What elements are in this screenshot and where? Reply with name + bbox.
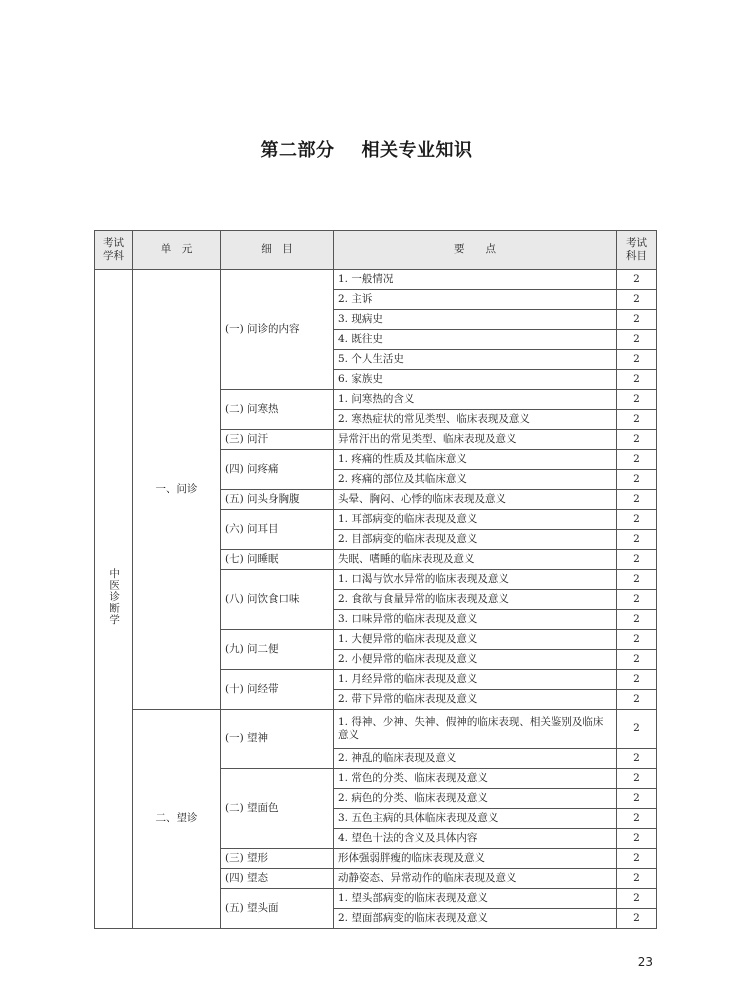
exam-cell: 2 bbox=[617, 270, 657, 290]
point-cell: 1. 口渴与饮水异常的临床表现及意义 bbox=[334, 570, 617, 590]
point-cell: 形体强弱胖瘦的临床表现及意义 bbox=[334, 849, 617, 869]
exam-cell: 2 bbox=[617, 650, 657, 670]
item-cell: (五) 望头面 bbox=[221, 889, 334, 929]
item-cell: (一) 问诊的内容 bbox=[221, 270, 334, 390]
page-number: 23 bbox=[637, 955, 653, 969]
exam-cell: 2 bbox=[617, 869, 657, 889]
unit-cell: 一、问诊 bbox=[133, 270, 221, 710]
point-cell: 1. 大便异常的临床表现及意义 bbox=[334, 630, 617, 650]
point-cell: 1. 得神、少神、失神、假神的临床表现、相关鉴别及临床意义 bbox=[334, 710, 617, 749]
subject-cell bbox=[95, 270, 133, 929]
point-cell: 失眠、嗜睡的临床表现及意义 bbox=[334, 550, 617, 570]
exam-cell: 2 bbox=[617, 829, 657, 849]
point-cell: 3. 口味异常的临床表现及意义 bbox=[334, 610, 617, 630]
exam-cell: 2 bbox=[617, 630, 657, 650]
exam-cell: 2 bbox=[617, 350, 657, 370]
exam-cell: 2 bbox=[617, 410, 657, 430]
item-cell: (四) 问疼痛 bbox=[221, 450, 334, 490]
item-cell: (八) 问饮食口味 bbox=[221, 570, 334, 630]
point-cell: 1. 疼痛的性质及其临床意义 bbox=[334, 450, 617, 470]
table-header-row bbox=[95, 231, 657, 270]
header-unit: 单 元 bbox=[133, 231, 221, 270]
point-cell: 1. 一般情况 bbox=[334, 270, 617, 290]
item-cell: (九) 问二便 bbox=[221, 630, 334, 670]
exam-cell: 2 bbox=[617, 849, 657, 869]
item-cell: (四) 望态 bbox=[221, 869, 334, 889]
point-cell: 动静姿态、异常动作的临床表现及意义 bbox=[334, 869, 617, 889]
exam-cell: 2 bbox=[617, 390, 657, 410]
header-point: 要 点 bbox=[334, 231, 617, 270]
exam-cell: 2 bbox=[617, 530, 657, 550]
table-body bbox=[95, 270, 657, 929]
item-cell: (七) 问睡眠 bbox=[221, 550, 334, 570]
point-cell: 1. 月经异常的临床表现及意义 bbox=[334, 670, 617, 690]
header-subject: 考试学科 bbox=[95, 231, 133, 270]
exam-cell: 2 bbox=[617, 330, 657, 350]
item-cell: (五) 问头身胸腹 bbox=[221, 490, 334, 510]
exam-cell: 2 bbox=[617, 310, 657, 330]
item-cell: (二) 望面色 bbox=[221, 769, 334, 849]
exam-cell: 2 bbox=[617, 889, 657, 909]
exam-cell: 2 bbox=[617, 370, 657, 390]
table-row bbox=[95, 270, 657, 290]
exam-cell: 2 bbox=[617, 690, 657, 710]
exam-cell: 2 bbox=[617, 290, 657, 310]
item-cell: (三) 问汗 bbox=[221, 430, 334, 450]
item-cell: (二) 问寒热 bbox=[221, 390, 334, 430]
point-cell: 2. 病色的分类、临床表现及意义 bbox=[334, 789, 617, 809]
point-cell: 2. 望面部病变的临床表现及意义 bbox=[334, 909, 617, 929]
point-cell: 4. 望色十法的含义及具体内容 bbox=[334, 829, 617, 849]
exam-cell: 2 bbox=[617, 490, 657, 510]
exam-cell: 2 bbox=[617, 909, 657, 929]
header-item: 细 目 bbox=[221, 231, 334, 270]
point-cell: 3. 五色主病的具体临床表现及意义 bbox=[334, 809, 617, 829]
syllabus-table bbox=[94, 230, 657, 929]
table-row bbox=[95, 710, 657, 749]
point-cell: 5. 个人生活史 bbox=[334, 350, 617, 370]
exam-cell: 2 bbox=[617, 710, 657, 749]
point-cell: 2. 食欲与食量异常的临床表现及意义 bbox=[334, 590, 617, 610]
point-cell: 2. 目部病变的临床表现及意义 bbox=[334, 530, 617, 550]
point-cell: 2. 小便异常的临床表现及意义 bbox=[334, 650, 617, 670]
point-cell: 1. 望头部病变的临床表现及意义 bbox=[334, 889, 617, 909]
point-cell: 2. 带下异常的临床表现及意义 bbox=[334, 690, 617, 710]
exam-cell: 2 bbox=[617, 510, 657, 530]
exam-cell: 2 bbox=[617, 610, 657, 630]
item-cell: (十) 问经带 bbox=[221, 670, 334, 710]
point-cell: 1. 常色的分类、临床表现及意义 bbox=[334, 769, 617, 789]
exam-cell: 2 bbox=[617, 769, 657, 789]
exam-cell: 2 bbox=[617, 470, 657, 490]
exam-cell: 2 bbox=[617, 430, 657, 450]
item-cell: (三) 望形 bbox=[221, 849, 334, 869]
point-cell: 2. 疼痛的部位及其临床意义 bbox=[334, 470, 617, 490]
exam-cell: 2 bbox=[617, 749, 657, 769]
exam-cell: 2 bbox=[617, 550, 657, 570]
unit-cell: 二、望诊 bbox=[133, 710, 221, 929]
header-exam: 考试科目 bbox=[617, 231, 657, 270]
point-cell: 2. 寒热症状的常见类型、临床表现及意义 bbox=[334, 410, 617, 430]
point-cell: 异常汗出的常见类型、临床表现及意义 bbox=[334, 430, 617, 450]
exam-cell: 2 bbox=[617, 450, 657, 470]
item-cell: (一) 望神 bbox=[221, 710, 334, 769]
exam-cell: 2 bbox=[617, 809, 657, 829]
point-cell: 头晕、胸闷、心悸的临床表现及意义 bbox=[334, 490, 617, 510]
exam-cell: 2 bbox=[617, 789, 657, 809]
point-cell: 6. 家族史 bbox=[334, 370, 617, 390]
exam-cell: 2 bbox=[617, 590, 657, 610]
item-cell: (六) 问耳目 bbox=[221, 510, 334, 550]
point-cell: 1. 问寒热的含义 bbox=[334, 390, 617, 410]
subject-label: 中医诊断学 bbox=[108, 568, 121, 626]
point-cell: 3. 现病史 bbox=[334, 310, 617, 330]
point-cell: 4. 既往史 bbox=[334, 330, 617, 350]
page-title: 第二部分 相关专业知识 bbox=[260, 140, 473, 161]
point-cell: 2. 神乱的临床表现及意义 bbox=[334, 749, 617, 769]
exam-cell: 2 bbox=[617, 570, 657, 590]
exam-cell: 2 bbox=[617, 670, 657, 690]
point-cell: 1. 耳部病变的临床表现及意义 bbox=[334, 510, 617, 530]
point-cell: 2. 主诉 bbox=[334, 290, 617, 310]
